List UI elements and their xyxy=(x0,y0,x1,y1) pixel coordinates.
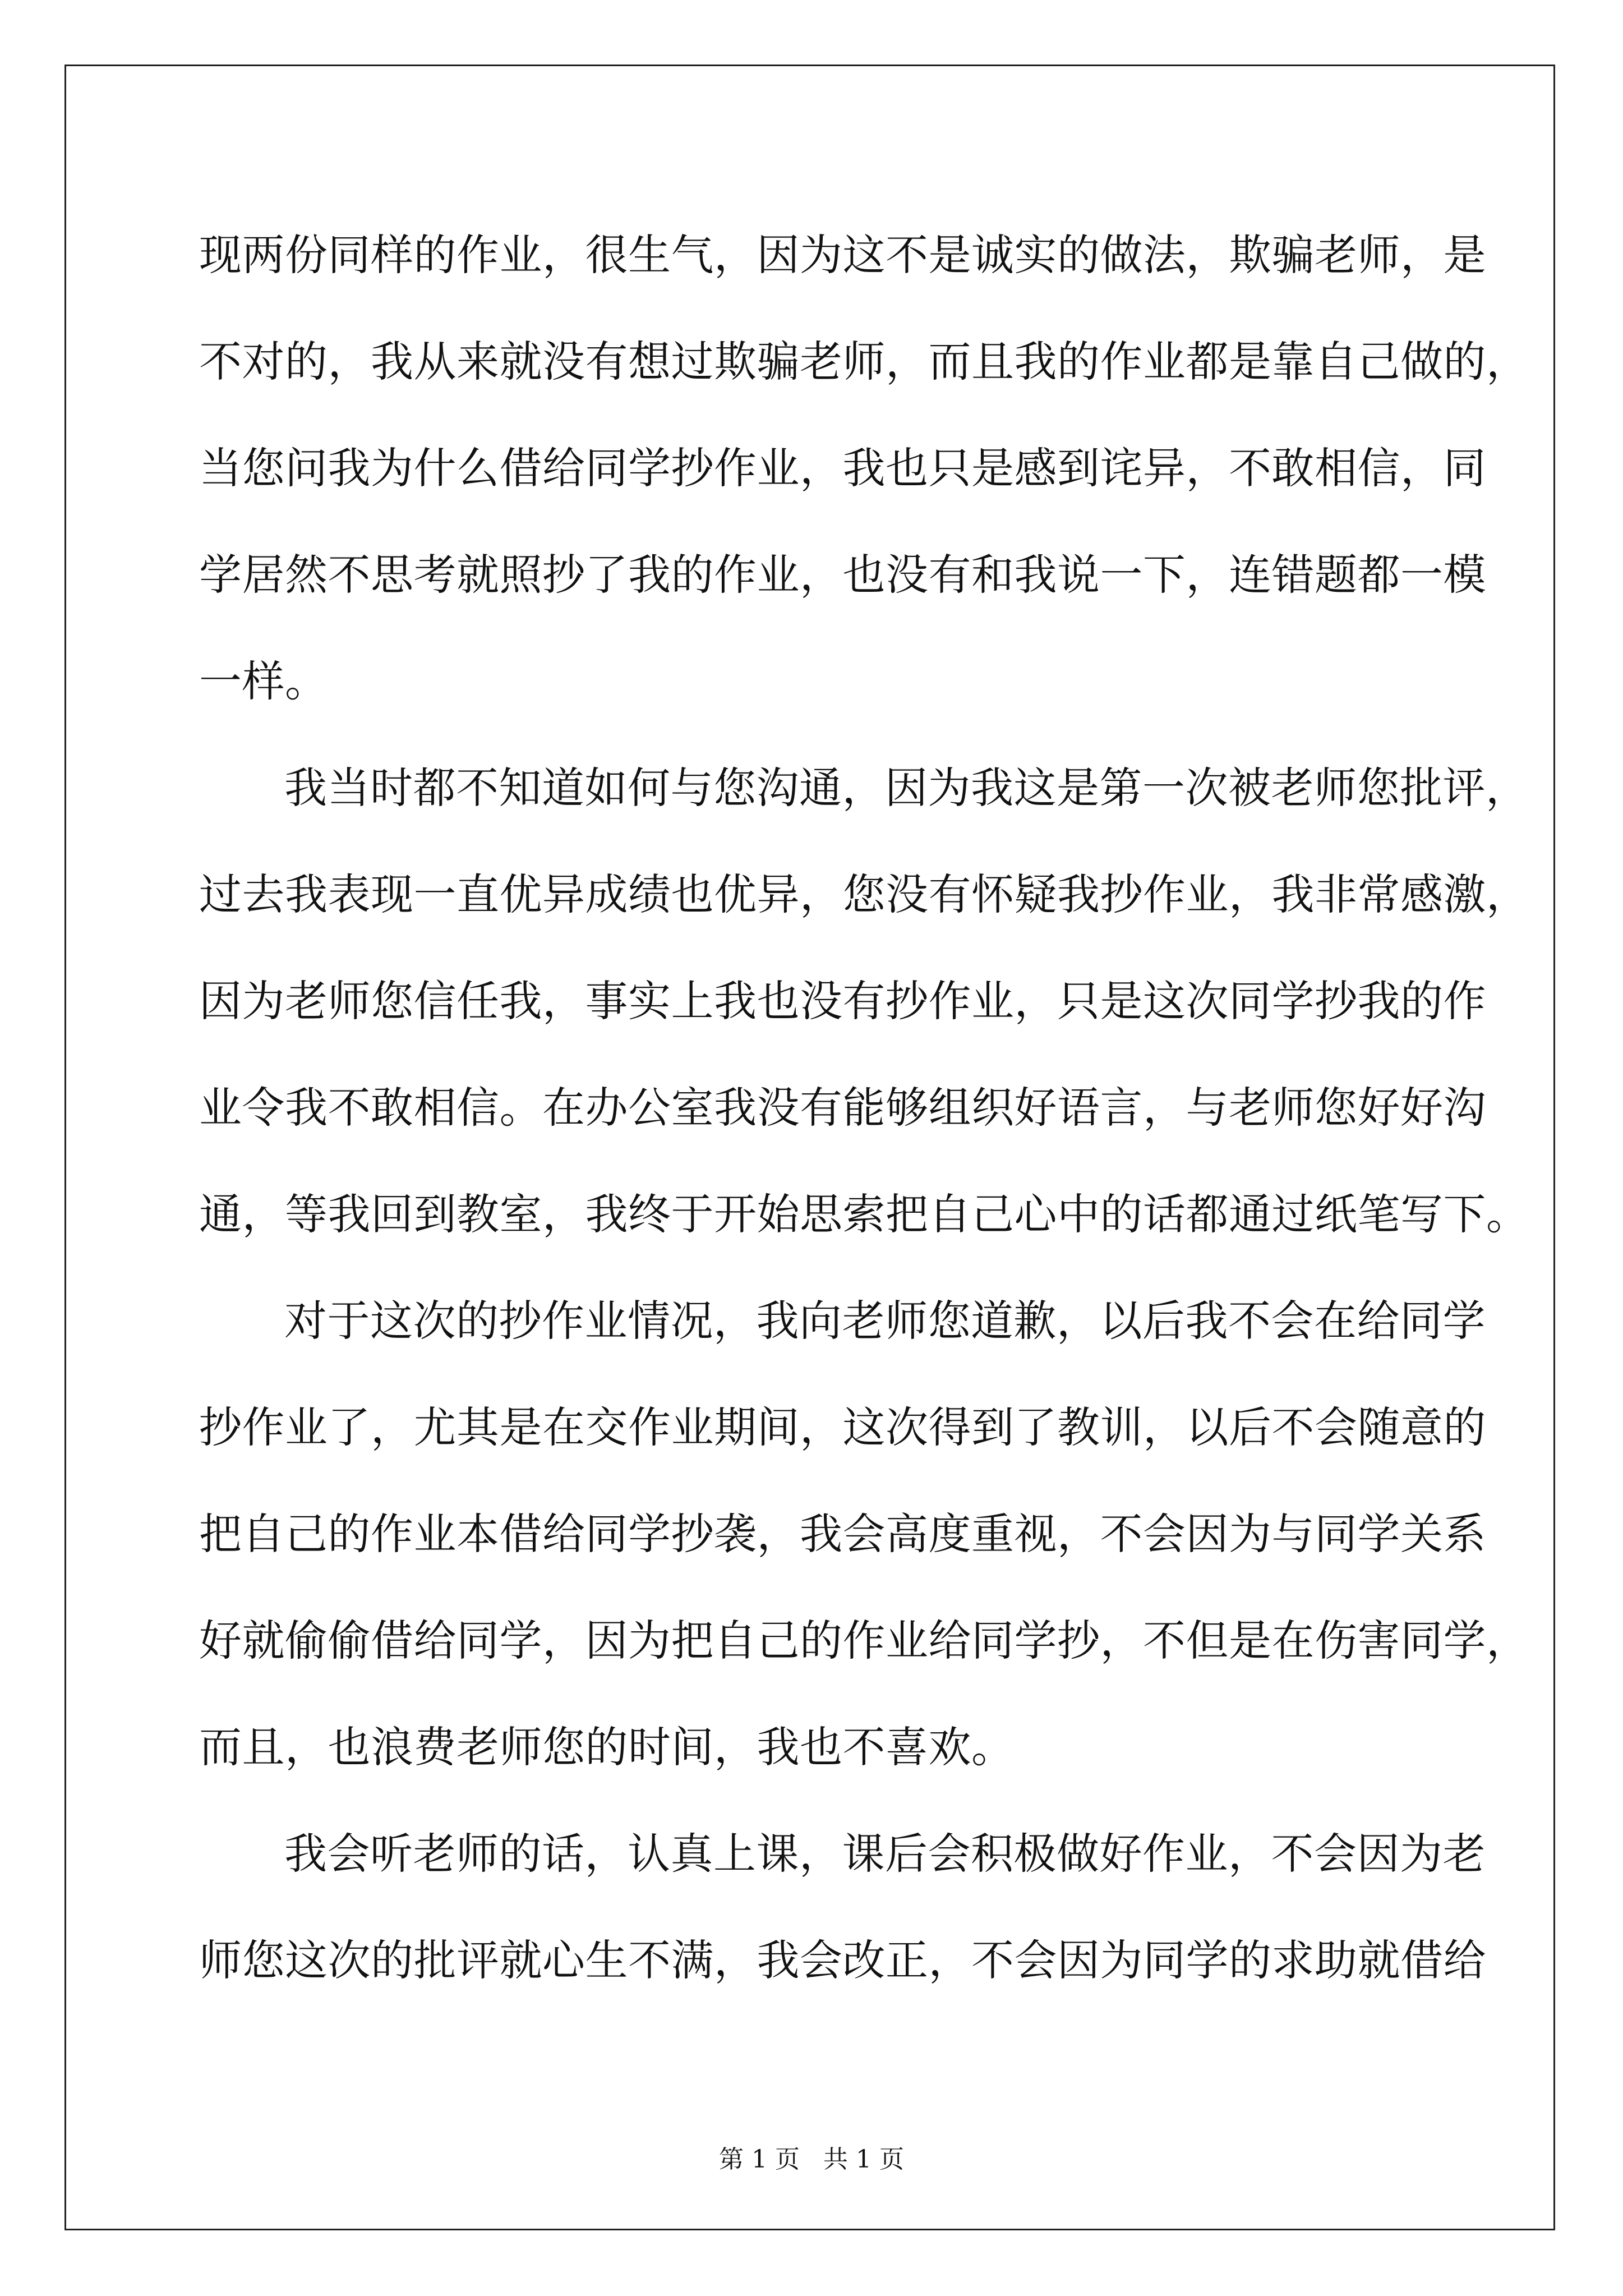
text-line: 把自己的作业本借给同学抄袭，我会高度重视，不会因为与同学关系 xyxy=(199,1509,1486,1559)
text-line: 好就偷偷借给同学，因为把自己的作业给同学抄，不但是在伤害同学， xyxy=(199,1616,1529,1665)
text-line: 抄作业了，尤其是在交作业期间，这次得到了教训，以后不会随意的 xyxy=(199,1402,1486,1452)
page-number-footer: 第 1 页 共 1 页 xyxy=(719,2145,904,2174)
document-body xyxy=(199,213,1529,2025)
text-line: 过去我表现一直优异成绩也优异，您没有怀疑我抄作业，我非常感激， xyxy=(199,869,1529,919)
text-line: 学居然不思考就照抄了我的作业，也没有和我说一下，连错题都一模 xyxy=(199,550,1486,600)
text-line: 一样。 xyxy=(199,656,328,706)
paragraph-start-line: 对于这次的抄作业情况，我向老师您道歉，以后我不会在给同学 xyxy=(284,1296,1486,1346)
text-line: 因为老师您信任我，事实上我也没有抄作业，只是这次同学抄我的作 xyxy=(199,976,1486,1026)
text-line: 而且，也浪费老师您的时间，我也不喜欢。 xyxy=(199,1722,1015,1772)
text-line: 通，等我回到教室，我终于开始思索把自己心中的话都通过纸笔写下。 xyxy=(199,1189,1529,1239)
paragraph-start-line: 我当时都不知道如何与您沟通，因为我这是第一次被老师您批评， xyxy=(284,763,1529,813)
paragraph-start-line: 我会听老师的话，认真上课，课后会积极做好作业，不会因为老 xyxy=(284,1829,1486,1879)
text-line: 不对的，我从来就没有想过欺骗老师，而且我的作业都是靠自己做的， xyxy=(199,337,1529,386)
text-line: 当您问我为什么借给同学抄作业，我也只是感到诧异，不敢相信，同 xyxy=(199,443,1486,493)
text-line: 师您这次的批评就心生不满，我会改正，不会因为同学的求助就借给 xyxy=(199,1935,1486,1985)
text-line: 现两份同样的作业，很生气，因为这不是诚实的做法，欺骗老师，是 xyxy=(199,230,1486,280)
text-line: 业令我不敢相信。在办公室我没有能够组织好语言，与老师您好好沟 xyxy=(199,1083,1486,1133)
